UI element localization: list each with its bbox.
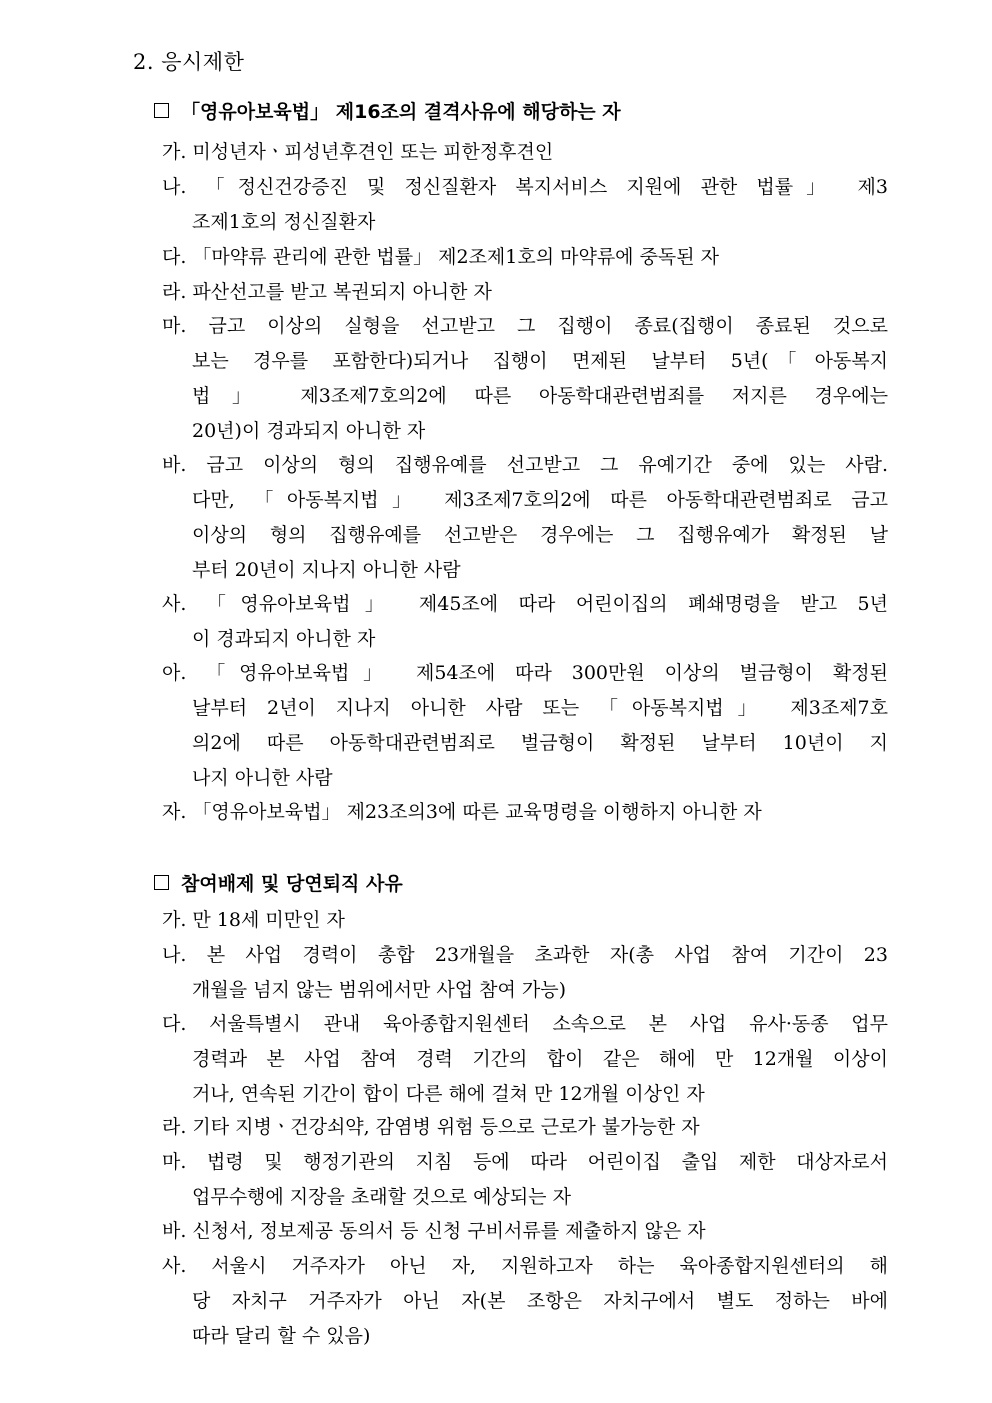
block2-item-na [162,938,888,1008]
block1-item-a [162,656,888,796]
checkbox-square-icon [154,875,169,890]
item-line: 거나, 연속된 기간이 합이 다른 해에 걸쳐 만 12개월 이상인 자 [192,1083,705,1105]
checkbox-square-icon [154,103,169,118]
item-line: 조제1호의 정신질환자 [192,211,376,233]
item-line: 개월을 넘지 않는 범위에서만 사업 참여 가능) [192,979,567,1001]
block1-item-ga [162,135,888,170]
block2-item-da [162,1007,888,1112]
item-line: 업무수행에 지장을 초래할 것으로 예상되는 자 [192,1186,571,1208]
block2-item-ba [162,1214,888,1249]
block2-item-ra [162,1110,888,1145]
block1-heading [154,97,621,124]
item-line: 날부터 2년이 지나지 아니한 사람 또는 「아동복지법」 제3조제7호 [192,697,888,719]
item-line: 마. 금고 이상의 실형을 선고받고 그 집행이 종료(집행이 종료된 것으로 [162,315,888,337]
block1-item-da [162,240,888,275]
block2-heading-text: 참여배제 및 당연퇴직 사유 [181,873,403,895]
block1-item-na [162,170,888,240]
item-line: 나지 아니한 사람 [192,767,333,789]
item-line: 다. 「마약류 관리에 관한 법률」 제2조제1호의 마약류에 중독된 자 [162,246,720,268]
item-line: 나. 「정신건강증진 및 정신질환자 복지서비스 지원에 관한 법률」 제3 [162,176,888,198]
item-line: 다만, 「아동복지법」 제3조제7호의2에 따른 아동학대관련범죄로 금고 [192,489,888,511]
item-line: 자. 「영유아보육법」 제23조의3에 따른 교육명령을 이행하지 아니한 자 [162,801,762,823]
block2-item-sa [162,1249,888,1354]
item-line: 바. 금고 이상의 형의 집행유예를 선고받고 그 유예기간 중에 있는 사람. [162,454,888,476]
item-line: 라. 파산선고를 받고 복권되지 아니한 자 [162,281,492,303]
section-title: 2. 응시제한 [133,50,245,74]
item-line: 라. 기타 지병ㆍ건강쇠약, 감염병 위험 등으로 근로가 불가능한 자 [162,1116,700,1138]
item-line: 따라 달리 할 수 있음) [192,1325,371,1347]
item-line: 이상의 형의 집행유예를 선고받은 경우에는 그 집행유예가 확정된 날 [192,524,888,546]
item-line: 부터 20년이 지나지 아니한 사람 [192,559,461,581]
block1-item-ma [162,309,888,449]
item-line: 경력과 본 사업 참여 경력 기간의 합이 같은 해에 만 12개월 이상이 [192,1048,888,1070]
item-line: 이 경과되지 아니한 자 [192,628,376,650]
item-line: 20년)이 경과되지 아니한 자 [192,420,426,442]
item-line: 가. 미성년자ㆍ피성년후견인 또는 피한정후견인 [162,141,554,163]
item-line: 바. 신청서, 정보제공 동의서 등 신청 구비서류를 제출하지 않은 자 [162,1220,706,1242]
item-line: 의2에 따른 아동학대관련범죄로 벌금형이 확정된 날부터 10년이 지 [192,732,888,754]
item-line: 아. 「영유아보육법」 제54조에 따라 300만원 이상의 벌금형이 확정된 [162,662,888,684]
item-line: 사. 「영유아보육법」 제45조에 따라 어린이집의 폐쇄명령을 받고 5년 [162,593,888,615]
block1-item-ba [162,448,888,588]
block1-item-ra [162,275,888,310]
item-line: 당 자치구 거주자가 아닌 자(본 조항은 자치구에서 별도 정하는 바에 [192,1290,888,1312]
item-line: 다. 서울특별시 관내 육아종합지원센터 소속으로 본 사업 유사·동종 업무 [162,1013,888,1035]
block1-item-sa [162,587,888,657]
item-line: 마. 법령 및 행정기관의 지침 등에 따라 어린이집 출입 제한 대상자로서 [162,1151,888,1173]
block2-item-ga [162,903,888,938]
item-line: 보는 경우를 포함한다)되거나 집행이 면제된 날부터 5년(「아동복지 [192,350,888,372]
block1-heading-text: 「영유아보육법」 제16조의 결격사유에 해당하는 자 [181,101,621,123]
item-line: 나. 본 사업 경력이 총합 23개월을 초과한 자(총 사업 참여 기간이 23 [162,944,888,966]
item-line: 가. 만 18세 미만인 자 [162,909,345,931]
block2-item-ma [162,1145,888,1215]
item-line: 법」 제3조제7호의2에 따른 아동학대관련범죄를 저지른 경우에는 [192,385,888,407]
block2-heading [154,869,403,896]
item-line: 사. 서울시 거주자가 아닌 자, 지원하고자 하는 육아종합지원센터의 해 [162,1255,888,1277]
block1-item-ja [162,795,888,830]
